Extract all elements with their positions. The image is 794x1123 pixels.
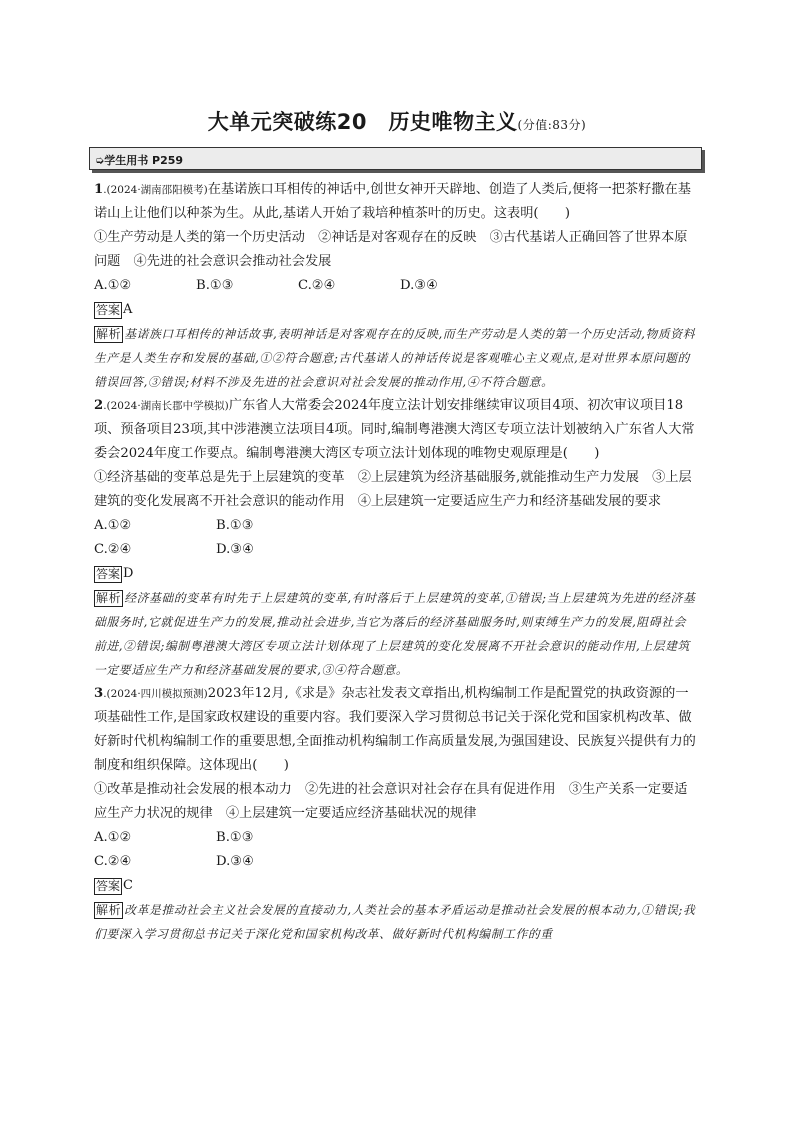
question-text: 在基诺族口耳相传的神话中,创世女神开天辟地、创造了人类后,便将一把茶籽撒在基诺山上让他们以种茶为生。从此,基诺人开始了栽培种植茶叶的历史。这表明( ) [94,182,691,221]
answer-tag: 答案 [96,566,121,581]
title-main: 大单元突破练20 历史唯物主义 [207,110,518,134]
analysis-tag: 解析 [96,903,122,917]
answer-tag: 答案 [96,878,121,893]
analysis-tag: 解析 [96,591,122,605]
question-stem [94,394,698,466]
analysis-tag: 解析 [96,327,122,341]
choice-row-2 [94,850,698,874]
question-source: .(2024·湖南长郡中学模拟) [103,400,229,412]
question-statements: ①改革是推动社会发展的根本动力 ②先进的社会意识对社会存在具有促进作用 ③生产关系一定要适应生产力状况的规律 ④上层建筑一定要适应经济基础状况的规律 [94,782,688,821]
question-number: 1 [94,182,104,197]
section-bar [89,147,702,170]
question-3 [94,682,698,946]
page-title [0,106,794,136]
question-number: 3 [94,686,104,701]
answer-value: D [123,566,134,581]
choice-d: D.③④ [216,854,254,869]
question-number: 2 [94,398,104,413]
choice-b: B.①③ [216,518,254,533]
answer-value: C [123,878,133,893]
choice-d: D.③④ [216,542,254,557]
analysis-block [94,586,698,682]
title-score: (分值:83分) [517,118,587,132]
choice-b: B.①③ [216,830,254,845]
choice-row-1 [94,514,698,538]
question-stem [94,178,698,226]
analysis-text: 改革是推动社会主义社会发展的直接动力,人类社会的基本矛盾运动是推动社会发展的根本动力,①错误;我们要深入学习贯彻总书记关于深化党和国家机构改革、做好新时代机构编制工作的重 [94,903,696,941]
answer-line [94,874,698,898]
analysis-text: 基诺族口耳相传的神话故事,表明神话是对客观存在的反映,而生产劳动是人类的第一个历史活动,物质资料生产是人类生存和发展的基础,①②符合题意;古代基诺人的神话传说是客观唯心主义观点,是对世界本原问题的错误回答,③错误;材料不涉及先进的社会意识对社会发展的推动作用,④不符合题意。 [94,327,696,389]
choice-c: C.②④ [94,542,132,557]
question-1 [94,178,698,394]
question-text: 广东省人大常委会2024年度立法计划安排继续审议项目4项、初次审议项目18项、预备项目23项,其中涉港澳立法项目4项。同时,编制粤港澳大湾区专项立法计划被纳入广东省人大常委会2024年度工作要点。编制粤港澳大湾区专项立法计划体现的唯物史观原理是( ) [94,398,695,461]
choice-c: C.②④ [298,278,336,293]
choice-row-1 [94,826,698,850]
choice-c: C.②④ [94,854,132,869]
answer-line [94,298,698,322]
question-2 [94,394,698,682]
answer-line [94,562,698,586]
question-statements: ①经济基础的变革总是先于上层建筑的变革 ②上层建筑为经济基础服务,就能推动生产力发展 ③上层建筑的变化发展离不开社会意识的能动作用 ④上层建筑一定要适应生产力和经济基础发展的要求 [94,470,692,509]
choice-a: A.①② [94,830,132,845]
analysis-text: 经济基础的变革有时先于上层建筑的变革,有时落后于上层建筑的变革,①错误;当上层建筑为先进的经济基础服务时,它就促进生产力的发展,推动社会进步,当它为落后的经济基础服务时,则束缚生产力的发展,阻碍社会前进,②错误;编制粤港澳大湾区专项立法计划体现了上层建筑的变化发展离不开社会意识的能动作用,上层建筑一定要适应生产力和经济基础发展的要求,③④符合题意。 [94,591,696,677]
question-source: .(2024·四川模拟预测) [103,688,208,700]
choice-d: D.③④ [400,278,438,293]
question-text: 2023年12月,《求是》杂志社发表文章指出,机构编制工作是配置党的执政资源的一项基础性工作,是国家政权建设的重要内容。我们要深入学习贯彻总书记关于深化党和国家机构改革、做好新时代机构编制工作的重要思想,全面推动机构编制工作高质量发展,为强国建设、民族复兴提供有力的制度和组织保障。这体现出( ) [94,686,696,773]
choice-a: A.①② [94,518,132,533]
choice-b: B.①③ [196,278,234,293]
choice-a: A.①② [94,278,132,293]
question-statements: ①生产劳动是人类的第一个历史活动 ②神话是对客观存在的反映 ③古代基诺人正确回答了世界本原问题 ④先进的社会意识会推动社会发展 [94,230,688,269]
question-stem [94,682,698,778]
analysis-block [94,322,698,394]
answer-value: A [123,302,133,317]
choice-row-2 [94,538,698,562]
answer-tag: 答案 [96,302,121,317]
choice-list [94,274,698,298]
section-label: ➭学生用书 P259 [95,154,184,167]
question-list [94,178,698,946]
question-source: .(2024·湖南邵阳模考) [103,184,208,196]
analysis-block [94,898,698,946]
